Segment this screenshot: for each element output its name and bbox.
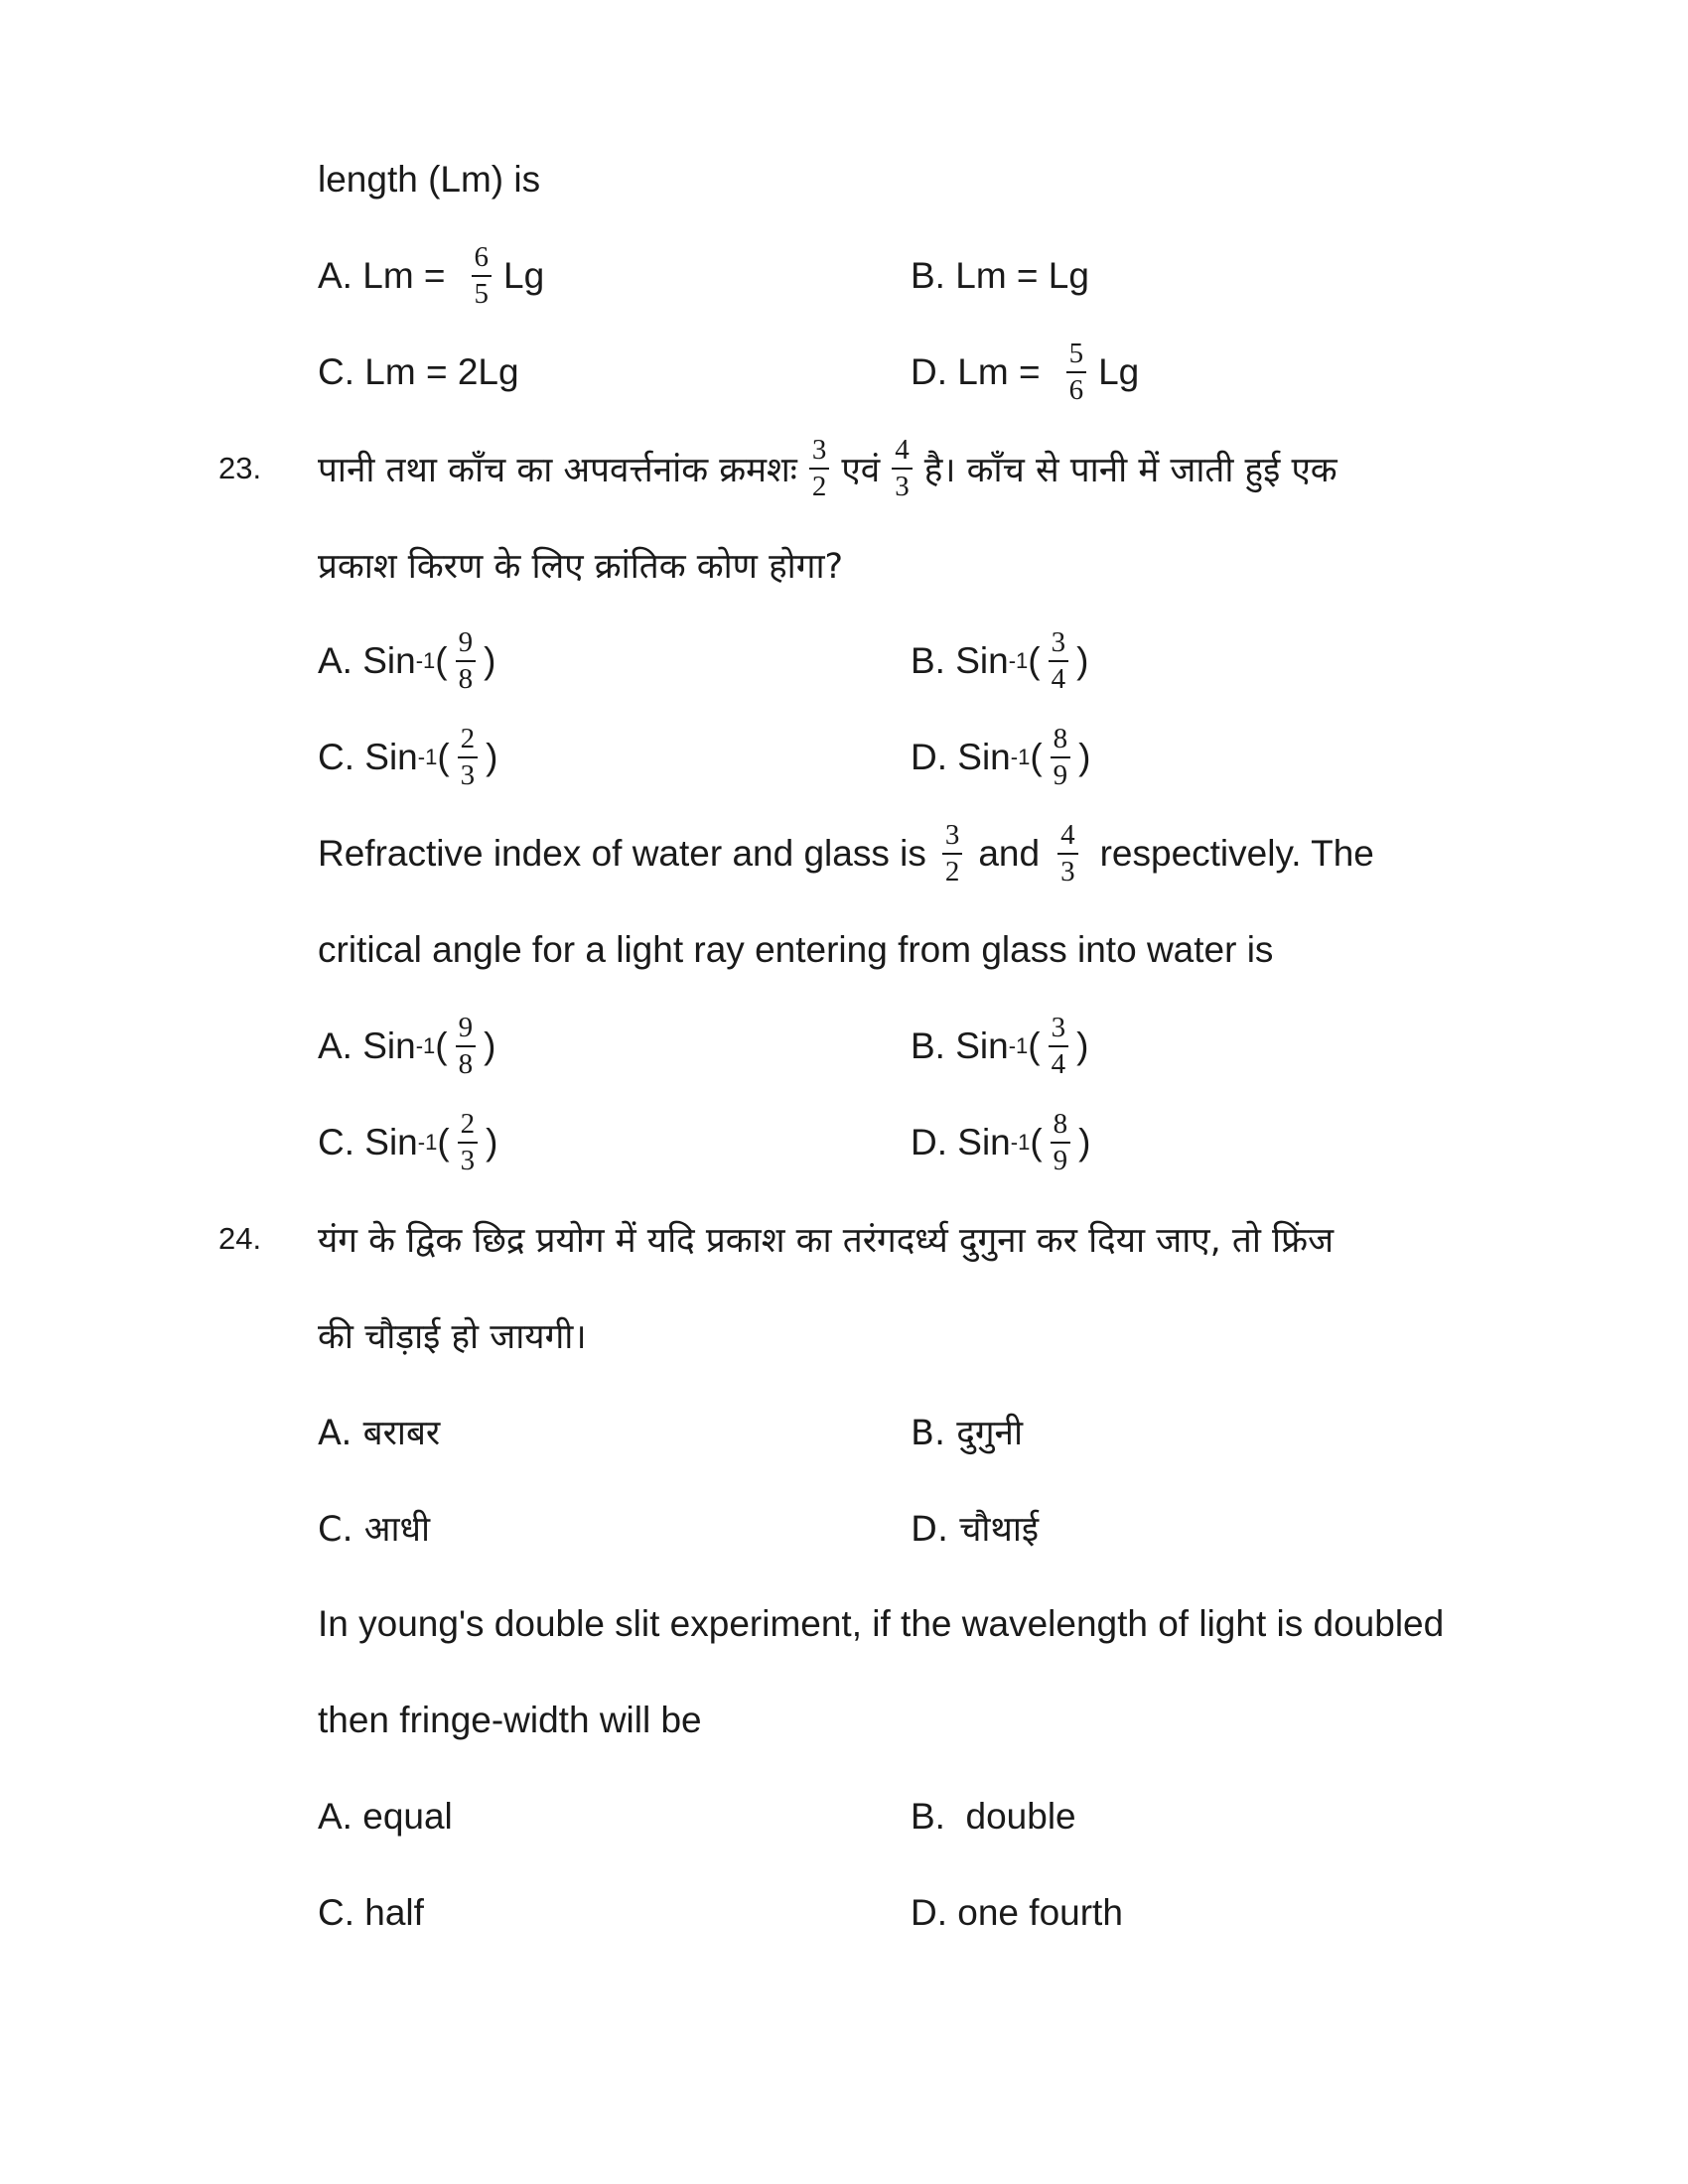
- q23-english-line1: Refractive index of water and glass is $\frac{3}{2}$ and $\frac{4}{3}$ respectively. The: [318, 819, 1374, 887]
- q23-english-line2: critical angle for a light ray entering from glass into water is: [318, 929, 1274, 970]
- q23-hindi-option-d: D. Sin -1 ( $\frac{8}{9}$ ): [911, 723, 1091, 791]
- fraction: $\frac{2}{3}$: [458, 1110, 479, 1175]
- q24-english-option-d: D. one fourth: [911, 1892, 1123, 1933]
- fraction: $\frac{2}{3}$: [458, 725, 479, 790]
- q24-hindi-option-a: A. बराबर: [318, 1413, 441, 1453]
- fraction: $\frac{3}{4}$: [1049, 628, 1069, 694]
- q23-number: 23.: [218, 451, 262, 485]
- q22-option-a: A. Lm = $\frac{6}{5}$ Lg: [318, 241, 545, 310]
- fraction: $\frac{3}{2}$: [942, 821, 963, 887]
- q22-option-c: C. Lm = 2Lg: [318, 351, 519, 392]
- q23-hindi-line1: पानी तथा काँच का अपवर्त्तनांक क्रमशः $\frac{3}{2}$ एवं $\frac{4}{3}$ है। काँच से पानी में जाती हुई एक: [318, 434, 1337, 502]
- fraction: $\frac{6}{5}$: [472, 243, 492, 309]
- fraction: $\frac{9}{8}$: [456, 628, 477, 694]
- q24-number: 24.: [218, 1221, 262, 1256]
- q23-english-option-c: C. Sin -1 ( $\frac{2}{3}$ ): [318, 1108, 498, 1176]
- q24-english-line2: then fringe-width will be: [318, 1700, 702, 1740]
- q23-english-option-b: B. Sin -1 ( $\frac{3}{4}$ ): [911, 1012, 1089, 1080]
- q23-hindi-option-b: B. Sin -1 ( $\frac{3}{4}$ ): [911, 626, 1089, 695]
- q24-hindi-option-d: D. चौथाई: [911, 1509, 1040, 1550]
- q24-english-line1: In young's double slit experiment, if the wavelength of light is doubled: [318, 1603, 1445, 1644]
- q24-hindi-option-c: C. आधी: [318, 1509, 431, 1550]
- fraction: $\frac{3}{4}$: [1049, 1014, 1069, 1079]
- q24-english-option-b: B. double: [911, 1796, 1076, 1837]
- fraction: $\frac{8}{9}$: [1051, 725, 1071, 790]
- fraction: $\frac{9}{8}$: [456, 1014, 477, 1079]
- q22-option-d: D. Lm = $\frac{5}{6}$ Lg: [911, 338, 1140, 406]
- fraction: $\frac{3}{2}$: [809, 436, 830, 501]
- fraction: $\frac{4}{3}$: [1057, 821, 1078, 887]
- q23-english-option-a: A. Sin -1 ( $\frac{9}{8}$ ): [318, 1012, 496, 1080]
- q23-hindi-option-a: A. Sin -1 ( $\frac{9}{8}$ ): [318, 626, 496, 695]
- q24-hindi-line2: की चौड़ाई हो जायगी।: [318, 1316, 587, 1357]
- q24-english-option-a: A. equal: [318, 1796, 453, 1837]
- q24-hindi-line1: यंग के द्विक छिद्र प्रयोग में यदि प्रकाश का तरंगदर्ध्य दुगुना कर दिया जाए, तो फ्रिंज: [318, 1220, 1335, 1261]
- q24-english-option-c: C. half: [318, 1892, 424, 1933]
- q22-option-b: B. Lm = Lg: [911, 255, 1089, 296]
- q22-stem-tail: length (Lm) is: [318, 159, 541, 200]
- fraction: $\frac{5}{6}$: [1066, 340, 1087, 405]
- q23-hindi-option-c: C. Sin -1 ( $\frac{2}{3}$ ): [318, 723, 498, 791]
- fraction: $\frac{4}{3}$: [892, 436, 913, 501]
- q24-hindi-option-b: B. दुगुनी: [911, 1413, 1024, 1453]
- fraction: $\frac{8}{9}$: [1051, 1110, 1071, 1175]
- q23-english-option-d: D. Sin -1 ( $\frac{8}{9}$ ): [911, 1108, 1091, 1176]
- q23-hindi-line2: प्रकाश किरण के लिए क्रांतिक कोण होगा?: [318, 546, 844, 587]
